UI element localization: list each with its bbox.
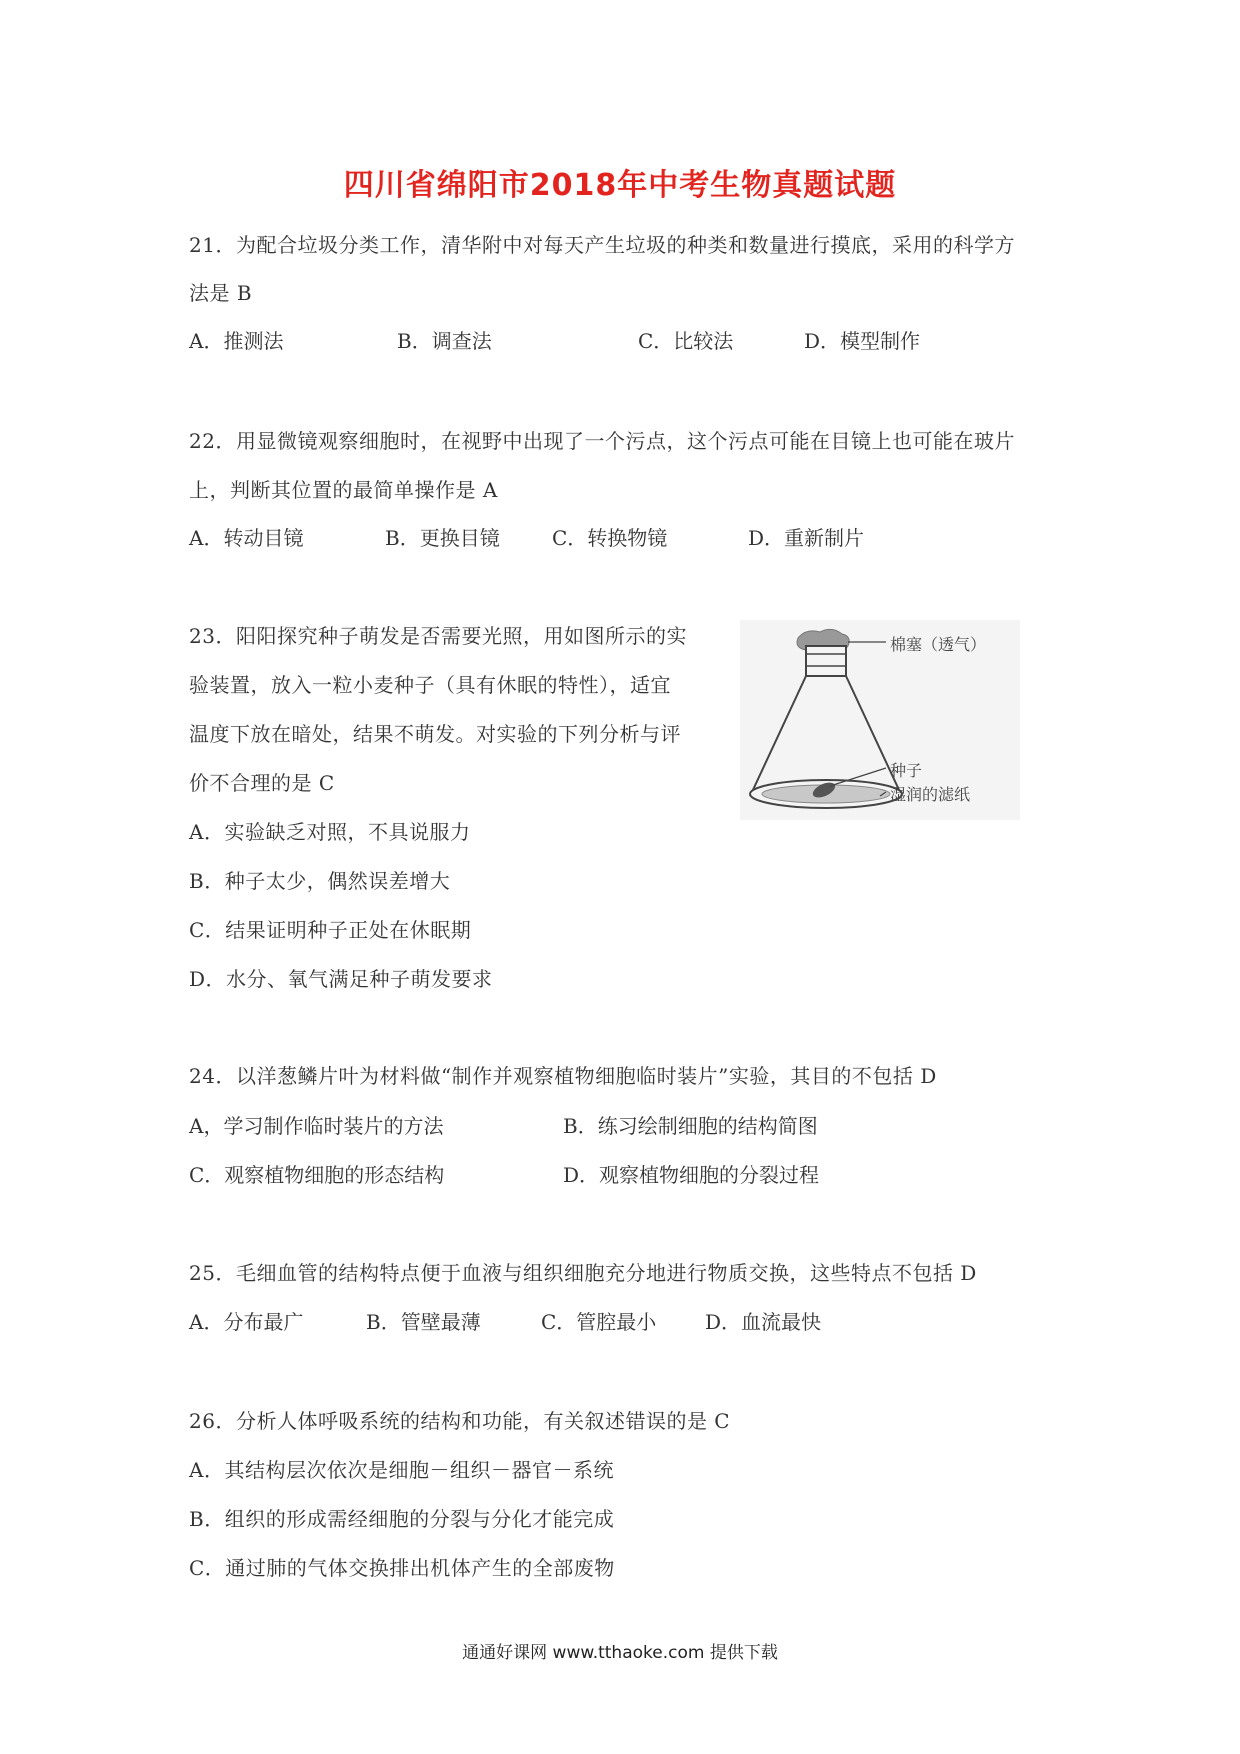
flask-left-side [752, 676, 806, 792]
q24-option-d: D．观察植物细胞的分裂过程 [563, 1163, 820, 1187]
q22-option-d: D．重新制片 [748, 526, 865, 550]
q26-option-b: B．组织的形成需经细胞的分裂与分化才能完成 [189, 1507, 615, 1531]
q21-option-b: B．调查法 [397, 329, 492, 353]
q21-option-d: D．模型制作 [804, 329, 921, 353]
q21-option-a: A．推测法 [189, 329, 284, 353]
q23-option-c: C．结果证明种子正处在休眠期 [189, 918, 472, 942]
q21-stem-line1: 21．为配合垃圾分类工作，清华附中对每天产生垃圾的种类和数量进行摸底，采用的科学方 [189, 233, 1015, 257]
q23-option-b: B．种子太少，偶然误差增大 [189, 869, 451, 893]
q21-stem-line2: 法是 B [189, 281, 253, 305]
q24-option-c: C．观察植物细胞的形态结构 [189, 1163, 445, 1187]
q26-option-a: A．其结构层次依次是细胞－组织－器官－系统 [189, 1458, 614, 1482]
q26-stem: 26．分析人体呼吸系统的结构和功能，有关叙述错误的是 C [189, 1409, 731, 1433]
q25-stem: 25．毛细血管的结构特点便于血液与组织细胞充分地进行物质交换，这些特点不包括 D [189, 1261, 977, 1285]
q22-option-b: B．更换目镜 [385, 526, 500, 550]
q25-option-b: B．管壁最薄 [366, 1310, 481, 1334]
q25-option-c: C．管腔最小 [541, 1310, 657, 1334]
page-title: 四川省绵阳市2018年中考生物真题试题 [343, 168, 897, 203]
q22-option-c: C．转换物镜 [552, 526, 668, 550]
page-footer: 通通好课网 www.tthaoke.com 提供下载 [462, 1643, 778, 1663]
q24-option-b: B．练习绘制细胞的结构简图 [563, 1114, 818, 1138]
q24-option-a: A，学习制作临时装片的方法 [189, 1114, 444, 1138]
figure-label-filter-paper: 湿润的滤纸 [890, 785, 971, 804]
figure-label-seed: 种子 [890, 761, 923, 780]
q23-option-d: D．水分、氧气满足种子萌发要求 [189, 967, 493, 991]
q22-stem-line2: 上，判断其位置的最简单操作是 A [189, 478, 498, 502]
q23-stem-line3: 温度下放在暗处，结果不萌发。对实验的下列分析与评 [189, 722, 681, 746]
q23-stem-line1: 23．阳阳探究种子萌发是否需要光照，用如图所示的实 [189, 624, 687, 648]
q21-option-c: C．比较法 [638, 329, 734, 353]
q23-stem-line2: 验装置，放入一粒小麦种子（具有休眠的特性），适宜 [189, 673, 671, 697]
q26-option-c: C．通过肺的气体交换排出机体产生的全部废物 [189, 1556, 615, 1580]
q25-option-a: A．分布最广 [189, 1310, 304, 1334]
q24-stem: 24．以洋葱鳞片叶为材料做“制作并观察植物细胞临时装片”实验，其目的不包括 D [189, 1064, 937, 1088]
q25-option-d: D．血流最快 [705, 1310, 822, 1334]
q22-stem-line1: 22．用显微镜观察细胞时，在视野中出现了一个污点，这个污点可能在目镜上也可能在玻片 [189, 429, 1015, 453]
seed-germination-apparatus-figure [740, 620, 1020, 820]
q23-stem-line4: 价不合理的是 C [189, 771, 335, 795]
q22-option-a: A．转动目镜 [189, 526, 304, 550]
q23-option-a: A．实验缺乏对照，不具说服力 [189, 820, 471, 844]
flask-neck [806, 646, 846, 676]
figure-label-cotton: 棉塞（透气） [890, 635, 987, 654]
